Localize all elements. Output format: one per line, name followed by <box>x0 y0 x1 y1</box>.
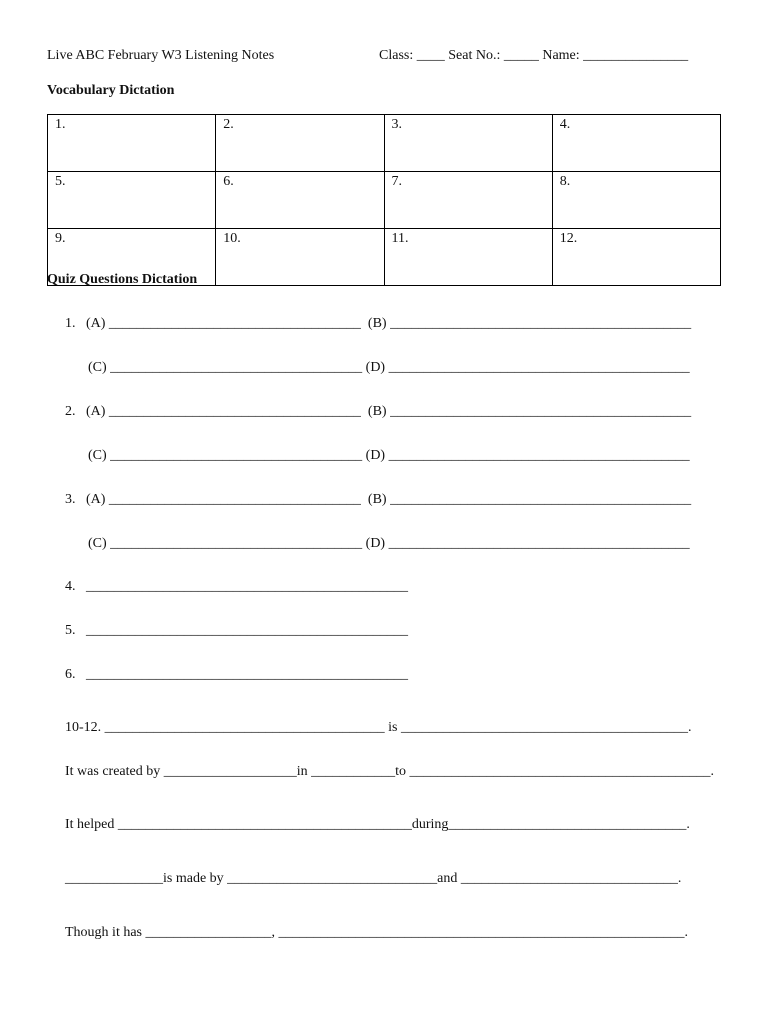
quiz-question-6[interactable]: 6. ______________________________________________ <box>65 667 408 682</box>
quiz-question-1-cd[interactable]: (C) ____________________________________ (D) ___________________________________________ <box>88 360 690 375</box>
vocab-cell[interactable]: 2. <box>216 115 384 172</box>
summary-line-1[interactable]: 10-12. ________________________________________ is _________________________________________. <box>65 720 692 735</box>
quiz-question-3-cd[interactable]: (C) ____________________________________ (D) ___________________________________________ <box>88 536 690 551</box>
vocab-cell[interactable]: 8. <box>552 172 720 229</box>
student-info-fields: Class: ____ Seat No.: _____ Name: _______________ <box>379 48 689 63</box>
quiz-question-2-cd[interactable]: (C) ____________________________________ (D) ___________________________________________ <box>88 448 690 463</box>
vocab-cell[interactable]: 12. <box>552 229 720 286</box>
quiz-question-4[interactable]: 4. ______________________________________________ <box>65 579 408 594</box>
summary-line-5[interactable]: Though it has __________________, __________________________________________________________. <box>65 925 688 940</box>
summary-line-4[interactable]: ______________is made by ______________________________and _______________________________. <box>65 871 682 886</box>
vocab-cell[interactable]: 4. <box>552 115 720 172</box>
vocab-cell[interactable]: 3. <box>384 115 552 172</box>
vocab-cell[interactable]: 11. <box>384 229 552 286</box>
quiz-question-3-ab[interactable]: 3. (A) ____________________________________ (B) ___________________________________________ <box>65 492 692 507</box>
quiz-question-1-ab[interactable]: 1. (A) ____________________________________ (B) ___________________________________________ <box>65 316 692 331</box>
vocab-cell[interactable]: 7. <box>384 172 552 229</box>
table-row <box>48 115 721 172</box>
vocab-cell[interactable]: 6. <box>216 172 384 229</box>
summary-line-3[interactable]: It helped __________________________________________during__________________________________. <box>65 817 690 832</box>
quiz-question-5[interactable]: 5. ______________________________________________ <box>65 623 408 638</box>
quiz-heading: Quiz Questions Dictation <box>47 272 198 287</box>
summary-line-2[interactable]: It was created by ___________________in ____________to ___________________________________________. <box>65 764 715 779</box>
vocab-cell[interactable]: 1. <box>48 115 216 172</box>
vocab-cell[interactable]: 9. <box>48 229 216 286</box>
table-row <box>48 172 721 229</box>
quiz-question-2-ab[interactable]: 2. (A) ____________________________________ (B) ___________________________________________ <box>65 404 692 419</box>
document-title: Live ABC February W3 Listening Notes <box>47 48 275 63</box>
vocabulary-table <box>47 114 721 286</box>
vocab-cell[interactable]: 10. <box>216 229 384 286</box>
vocab-cell[interactable]: 5. <box>48 172 216 229</box>
vocabulary-heading: Vocabulary Dictation <box>47 83 175 98</box>
